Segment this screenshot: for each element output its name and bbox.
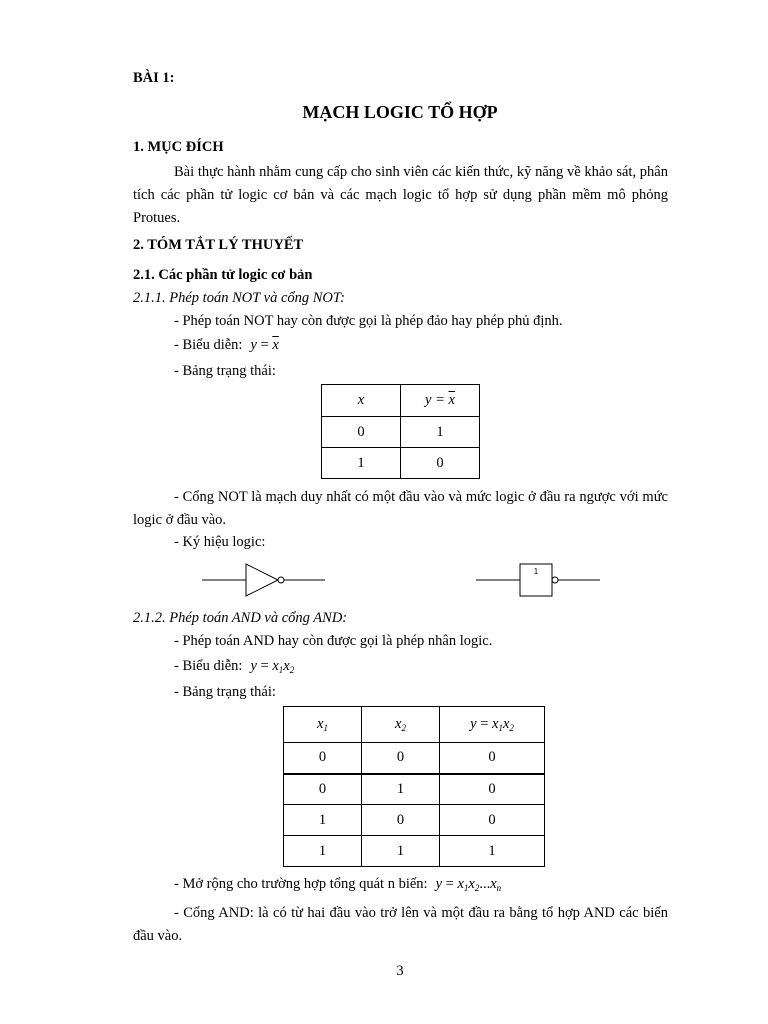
and-extension: - Mở rộng cho trường hợp tổng quát n biến: $y = x_1x_2...x_n$ <box>174 876 502 893</box>
not-gate-ansi-icon <box>200 560 328 600</box>
and-representation: - Biểu diễn: $y = x_1x_2$ <box>174 658 295 675</box>
and-table-label: - Bảng trạng thái: <box>174 684 276 700</box>
not-representation: - Biểu diễn: $y = \overline{x}$ <box>174 337 279 353</box>
table-cell: 0 <box>440 805 545 836</box>
and-line1: - Phép toán AND hay còn được gọi là phép nhân logic. <box>174 633 493 649</box>
section1-heading: 1. MỤC ĐÍCH <box>133 139 224 155</box>
table-cell: 1 <box>284 836 362 867</box>
table-cell: 0 <box>362 805 440 836</box>
not-table-header-x: x <box>322 385 401 417</box>
not-truth-table <box>321 384 480 479</box>
not-table-label: - Bảng trạng thái: <box>174 363 276 379</box>
lesson-label: BÀI 1: <box>133 70 175 86</box>
and-table-header-x2: $x_2$ <box>362 707 440 743</box>
not-symbol-label: - Ký hiệu logic: <box>174 534 266 550</box>
table-cell: 1 <box>401 417 480 448</box>
section2-heading: 2. TÓM TẮT LÝ THUYẾT <box>133 237 304 253</box>
not-line1: - Phép toán NOT hay còn được gọi là phép đảo hay phép phủ định. <box>174 313 563 329</box>
and-table-header-y: $y = x_1x_2$ <box>440 707 545 743</box>
table-cell: 0 <box>401 448 480 479</box>
table-cell: 1 <box>322 448 401 479</box>
table-cell: 0 <box>440 743 545 774</box>
table-cell: 0 <box>362 743 440 774</box>
not-heading: 2.1.1. Phép toán NOT và cổng NOT: <box>133 290 345 306</box>
table-cell: 0 <box>284 774 362 805</box>
iec-symbol-text: 1 <box>533 567 539 576</box>
and-description: - Cổng AND: là có từ hai đầu vào trở lên và một đầu ra bằng tổ hợp AND các biến đầu vào. <box>133 905 668 944</box>
not-gate-iec-icon <box>474 560 604 600</box>
not-table-header-y: $y = \overline{x}$ <box>401 385 480 417</box>
not-description: - Cổng NOT là mạch duy nhất có một đầu vào và mức logic ở đầu ra ngược với mức logic ở đầu vào. <box>133 489 668 528</box>
table-cell: 0 <box>322 417 401 448</box>
table-cell: 1 <box>362 836 440 867</box>
table-cell: 1 <box>440 836 545 867</box>
table-cell: 0 <box>284 743 362 774</box>
and-table-header-x1: $x_1$ <box>284 707 362 743</box>
table-cell: 1 <box>284 805 362 836</box>
table-cell: 1 <box>362 774 440 805</box>
page-number: 3 <box>396 963 404 979</box>
table-cell: 0 <box>440 774 545 805</box>
and-truth-table <box>283 706 545 867</box>
section2-1-heading: 2.1. Các phần tử logic cơ bản <box>133 267 313 283</box>
and-heading: 2.1.2. Phép toán AND và cổng AND: <box>133 610 348 626</box>
section1-paragraph: Bài thực hành nhằm cung cấp cho sinh viên các kiến thức, kỹ năng về khảo sát, phân tích các phần tử logic cơ bản và các mạch logic tổ hợp sử dụng phần mềm mô phỏng Protues. <box>133 164 668 226</box>
page-title: MẠCH LOGIC TỔ HỢP <box>302 102 498 122</box>
